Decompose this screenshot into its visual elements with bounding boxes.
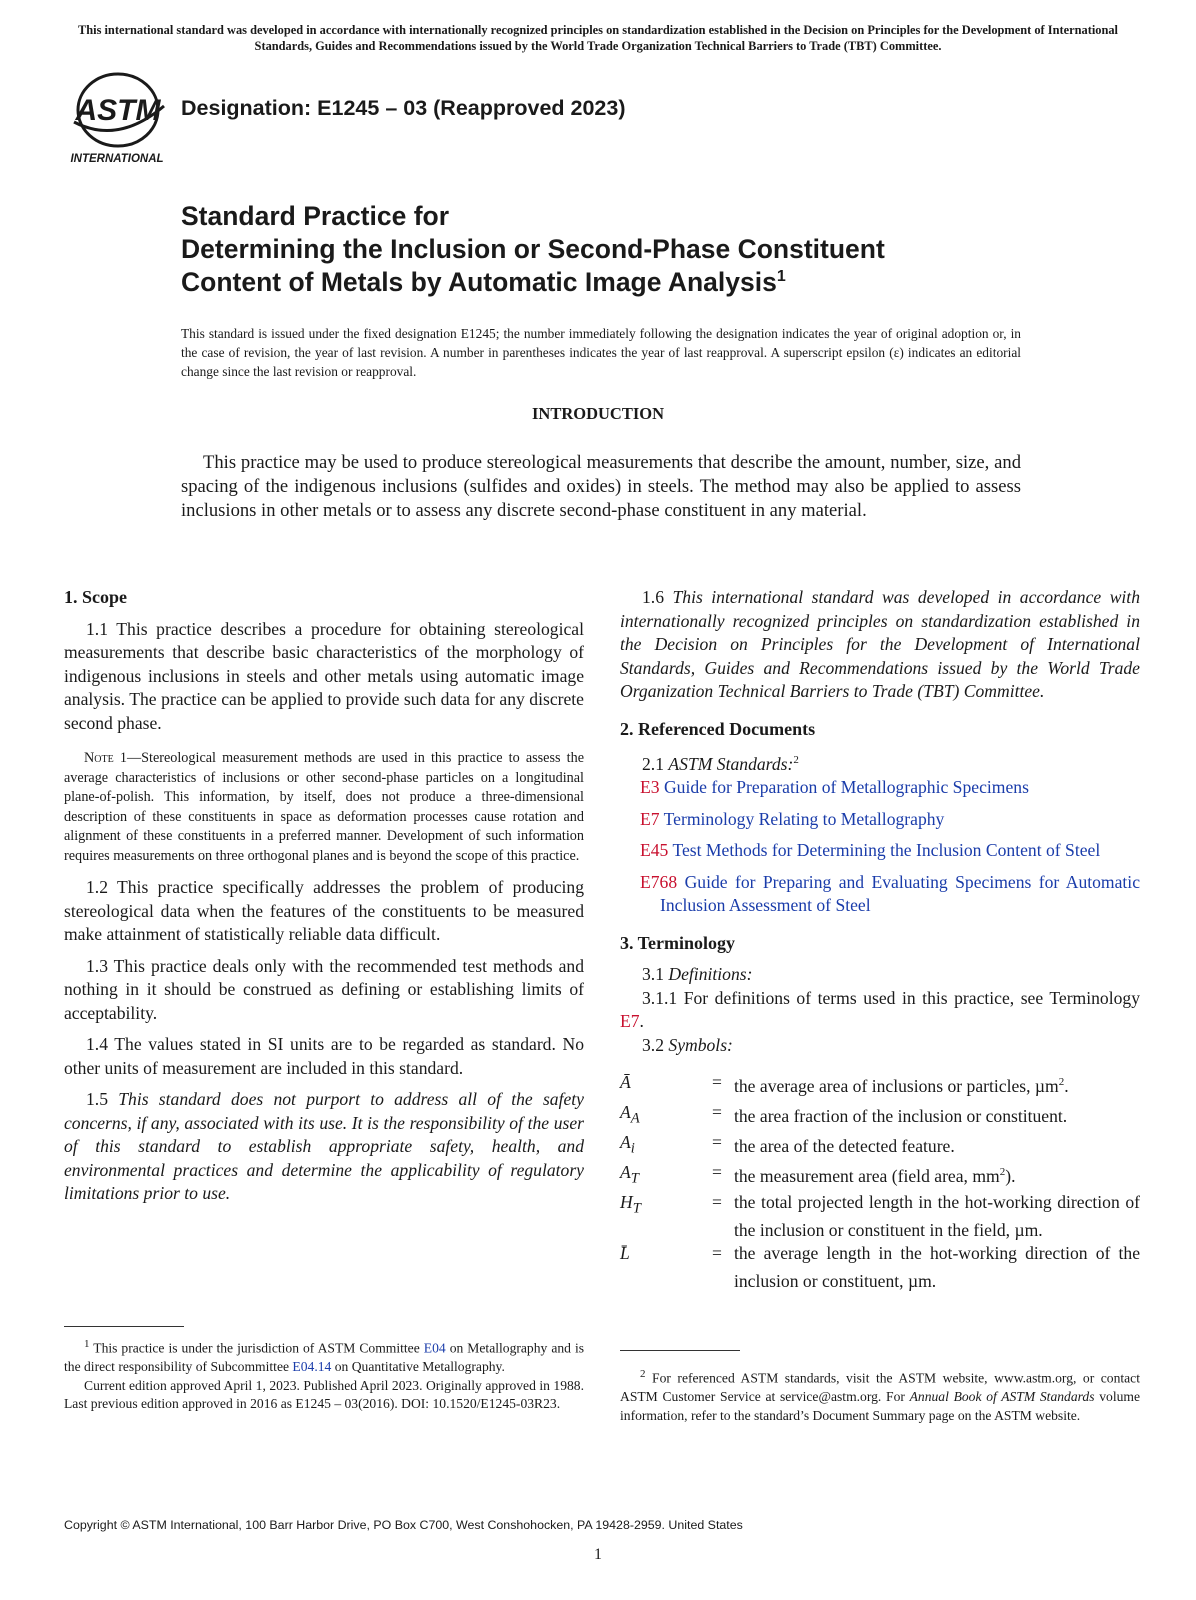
link-e7[interactable]: E7 [620,1011,640,1032]
ref-e7[interactable]: E7 Terminology Relating to Metallography [640,808,945,829]
designation: Designation: E1245 – 03 (Reapproved 2023) [181,96,626,120]
introduction-heading: INTRODUCTION [531,404,665,423]
copyright: Copyright © ASTM International, 100 Barr Harbor Drive, PO Box C700, West Conshohocken, PA 19428-2959. United States [64,1518,743,1532]
para-1-4: 1.4 The values stated in SI units are to be regarded as standard. No other units of measurement are included in this standard. [64,1034,584,1078]
symbols-table [620,1071,1140,1293]
title-footnote-mark: 1 [776,268,786,286]
para-1-1: 1.1 This practice describes a procedure for obtaining stereological measurements that describe basic characteristics of the morphology of indigenous inclusions in steels and other metals using automatic image analysis. The practice can be applied to provide such data for any discrete second phase. [64,618,584,733]
footnote-1: $^1$ This practice is under the jurisdiction of ASTM Committee E04 on Metallography and is the direct responsibility of Subcommittee E04.14 on Quantitative Metallography. Current edition approved April 1, 2023. Published April 2023. Originally approved in 1988. Last previous edition approved in 2016 as E1245 – 03(2016). DOI: 10.1520/E1245-03R23. [64,1338,585,1412]
symbol-row: L̄ = the average length in the hot-working direction of the inclusion or constituent, µm. [620,1243,1140,1291]
footnote-rule [620,1350,740,1351]
ref-e768[interactable]: E768 Guide for Preparing and Evaluating Specimens for Automatic Inclusion Assessment of Steel [640,871,1140,916]
link-e04[interactable]: E04 [423,1340,446,1356]
para-1-6: 1.6 This international standard was developed in accordance with internationally recognized principles on standardization established in the Decision on Principles for the Development of International Standards, Guides and Recommendations issued by the World Trade Organization Technical Barriers to Trade (TBT) Committee. [620,587,1140,701]
ref-e3[interactable]: E3 Guide for Preparation of Metallographic Specimens [640,777,1029,798]
footnotes-left [64,1326,584,1414]
para-1-2: 1.2 This practice specifically addresses the problem of producing stereological data when the features of the constituents to be measured make attainment of statistically reliable data difficult. [64,877,584,944]
title-line-3: Content of Metals by Automatic Image Analysis$^1$ [181,267,786,297]
left-column [64,586,584,1214]
scope-heading: 1. Scope [64,587,127,607]
symbol-row: $H_T$ = the total projected length in the hot-working direction of the inclusion or constituent in the field, µm. [620,1192,1140,1240]
title-line-2: Determining the Inclusion or Second-Phase Constituent [181,234,885,264]
note-1: Note 1—Stereological measurement methods are used in this practice to assess the average characteristics of inclusions or other second-phase particles on a longitudinal plane-of-polish. This information, by itself, does not produce a three-dimensional description of these constituents in space as deformation processes cause rotation and alignment of these constituents in a preferred manner. Development of such information requires measurements on three orthogonal planes and is beyond the scope of this practice. [64,750,585,864]
para-3-1-1: 3.1.1 For definitions of terms used in this practice, see Terminology E7. [620,987,1140,1032]
astm-logo-icon [64,70,170,166]
issued-note: This standard is issued under the fixed designation E1245; the number immediately following the designation indicates the year of original adoption or, in the case of revision, the year of last revision. A number in parentheses indicates the year of last reapproval. A superscript epsilon (ε) indicates an editorial change since the last revision or reapproval. [181,326,1021,379]
symbol-row: $A_i$ = the area of the detected feature. [620,1132,955,1157]
ref-e45[interactable]: E45 Test Methods for Determining the Inclusion Content of Steel [640,840,1101,861]
right-column [620,586,1140,1293]
introduction-text: This practice may be used to produce stereological measurements that describe the amount, number, size, and spacing of the indigenous inclusions (sulfides and oxides) in steels. The method may also be applied to assess inclusions in other metals or to assess any discrete second-phase constituent in any material. [181,452,1021,521]
document-title [181,200,1081,299]
link-e04-14[interactable]: E04.14 [292,1359,332,1375]
wto-banner: This international standard was developed in accordance with internationally recognized principles on standardization established in the Decision on Principles for the Development of International Standards, Guides and Recommendations issued by the World Trade Organization Technical Barriers to Trade (TBT) Committee. [77,23,1119,53]
symbol-row: $A_T$ = the measurement area (field area, $mm^2$). [620,1162,1016,1187]
para-2-1: 2.1 ASTM Standards:$^2$ [642,753,799,774]
para-1-5: 1.5 This standard does not purport to address all of the safety concerns, if any, associated with its use. It is the responsibility of the user of this standard to establish appropriate safety, health, and environmental practices and determine the applicability of regulatory limitations prior to use. [64,1089,584,1203]
page-number: 1 [594,1546,602,1563]
svg-text:ASTM: ASTM [75,94,161,127]
title-line-1: Standard Practice for [181,201,450,231]
logo-subtitle: INTERNATIONAL [70,153,164,165]
footnotes-right [620,1350,1140,1425]
symbol-row: Ā = the average area of inclusions or particles, µm$^2$. [620,1072,1069,1097]
footnote-rule [64,1326,184,1327]
symbol-row: $A_A$ = the area fraction of the inclusion or constituent. [620,1102,1068,1127]
para-3-1: 3.1 Definitions: [642,964,753,985]
terminology-heading: 3. Terminology [620,932,736,953]
referenced-docs-heading: 2. Referenced Documents [620,718,816,739]
para-1-3: 1.3 This practice deals only with the recommended test methods and nothing in it should be construed as defining or establishing limits of acceptability. [64,955,584,1023]
para-3-2: 3.2 Symbols: [642,1034,733,1055]
footnote-2: $^2$ For referenced ASTM standards, visit the ASTM website, www.astm.org, or contact ASTM Customer Service at service@astm.org. For Annual Book of ASTM Standards volume information, refer to the standard’s Document Summary page on the ASTM website. [620,1368,1141,1423]
